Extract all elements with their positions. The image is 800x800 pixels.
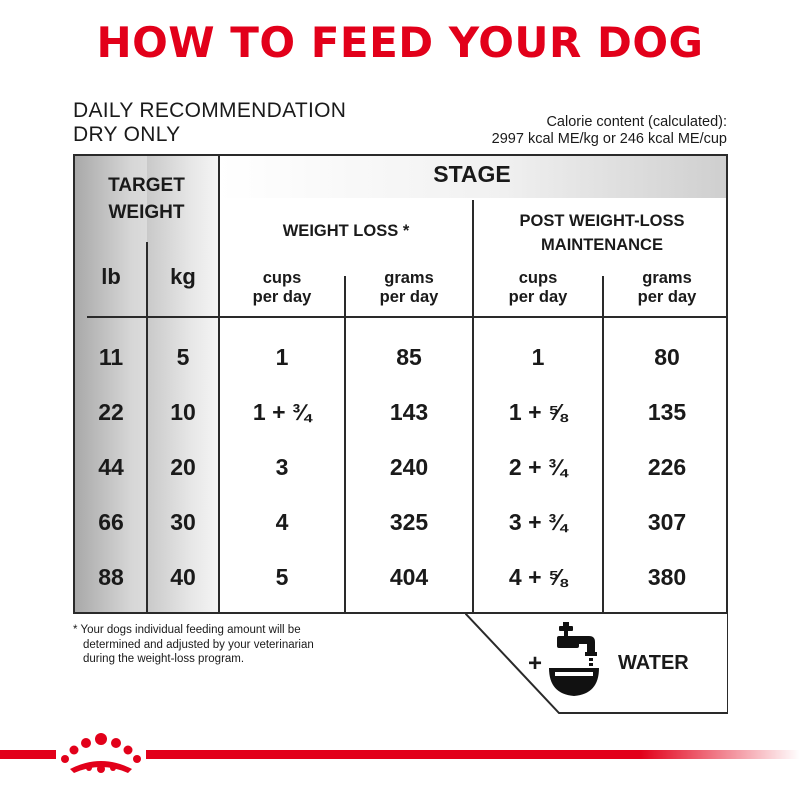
pm-grams-cell: 307 <box>647 509 687 535</box>
recommendation-heading <box>73 99 346 147</box>
pm-cups-header <box>474 269 602 307</box>
wl-cups-cell: 4 <box>275 509 289 535</box>
calorie-line-2: 2997 kcal ME/kg or 246 kcal ME/cup <box>491 131 727 147</box>
lb-cell: 44 <box>98 454 124 480</box>
grams-line-1: grams <box>642 269 692 287</box>
wl-cups-cell: 5 <box>275 564 289 590</box>
grams-line-1: grams <box>384 269 434 287</box>
recommendation-line-2: DRY ONLY <box>73 123 181 146</box>
footnote-line-3: during the weight-loss program. <box>83 653 245 665</box>
post-line-1: POST WEIGHT-LOSS <box>519 212 685 230</box>
calorie-content <box>492 114 727 148</box>
pm-cups-cell: 3 + ¾ <box>508 509 568 535</box>
cups-line-1: cups <box>262 269 302 287</box>
page-title: HOW TO FEED YOUR DOG <box>96 18 704 67</box>
pm-grams-cell: 226 <box>647 454 687 480</box>
cups-line-1: cups <box>518 269 558 287</box>
water-label: WATER <box>618 652 689 674</box>
lb-cell: 88 <box>98 564 124 590</box>
wl-grams-cell: 85 <box>396 344 422 370</box>
stage-header: STAGE <box>433 161 511 187</box>
kg-cell: 20 <box>170 454 196 480</box>
lb-cell: 11 <box>98 344 124 370</box>
kg-cell: 5 <box>176 344 190 370</box>
pm-grams-cell: 80 <box>654 344 680 370</box>
crown-logo-icon <box>56 729 146 775</box>
lb-cell: 66 <box>98 509 124 535</box>
pm-cups-cell: 1 + ⅝ <box>508 399 568 425</box>
wl-grams-cell: 143 <box>389 399 429 425</box>
wl-cups-cell: 3 <box>275 454 289 480</box>
post-line-2: MAINTENANCE <box>541 236 663 254</box>
feeding-table <box>73 154 728 614</box>
footnote-line-2: determined and adjusted by your veterinarian <box>83 638 314 651</box>
header-rule-left <box>87 316 505 318</box>
water-plus: + <box>528 650 543 677</box>
table-row <box>75 440 726 495</box>
kg-cell: 30 <box>170 509 196 535</box>
post-weight-loss-header <box>474 209 728 257</box>
lb-cell: 22 <box>98 399 124 425</box>
pm-grams-header <box>604 269 728 307</box>
pm-grams-cell: 135 <box>647 399 687 425</box>
wl-cups-header <box>220 269 344 307</box>
pm-cups-cell: 2 + ¾ <box>508 454 568 480</box>
kg-cell: 10 <box>170 399 196 425</box>
header-rule-right <box>505 316 728 318</box>
table-row <box>75 495 726 550</box>
wl-grams-cell: 325 <box>389 509 429 535</box>
cups-line-2: per day <box>252 288 312 306</box>
pm-grams-cell: 380 <box>647 564 687 590</box>
grams-line-2: per day <box>637 288 697 306</box>
grams-line-2: per day <box>379 288 439 306</box>
table-row <box>75 330 726 385</box>
target-line-1: TARGET <box>108 175 185 196</box>
table-row <box>75 385 726 440</box>
wl-cups-cell: 1 + ¾ <box>252 399 312 425</box>
target-line-2: WEIGHT <box>108 202 185 223</box>
recommendation-line-1: DAILY RECOMMENDATION <box>73 99 347 122</box>
pm-cups-cell: 4 + ⅝ <box>508 564 568 590</box>
footnote-line-1: * Your dogs individual feeding amount will be <box>73 624 301 636</box>
wl-grams-cell: 240 <box>389 454 429 480</box>
table-row <box>75 550 726 605</box>
calorie-line-1: Calorie content (calculated): <box>546 114 727 130</box>
footnote <box>73 623 393 667</box>
kg-header: kg <box>170 264 196 289</box>
wl-cups-cell: 1 <box>275 344 289 370</box>
wl-grams-header <box>346 269 472 307</box>
pm-cups-cell: 1 <box>531 344 545 370</box>
cups-line-2: per day <box>508 288 568 306</box>
target-weight-header <box>75 172 218 226</box>
wl-grams-cell: 404 <box>389 564 429 590</box>
lb-header: lb <box>101 264 121 289</box>
water-tap-bowl-icon <box>545 622 603 702</box>
weight-loss-header: WEIGHT LOSS * <box>282 222 410 240</box>
kg-cell: 40 <box>170 564 196 590</box>
